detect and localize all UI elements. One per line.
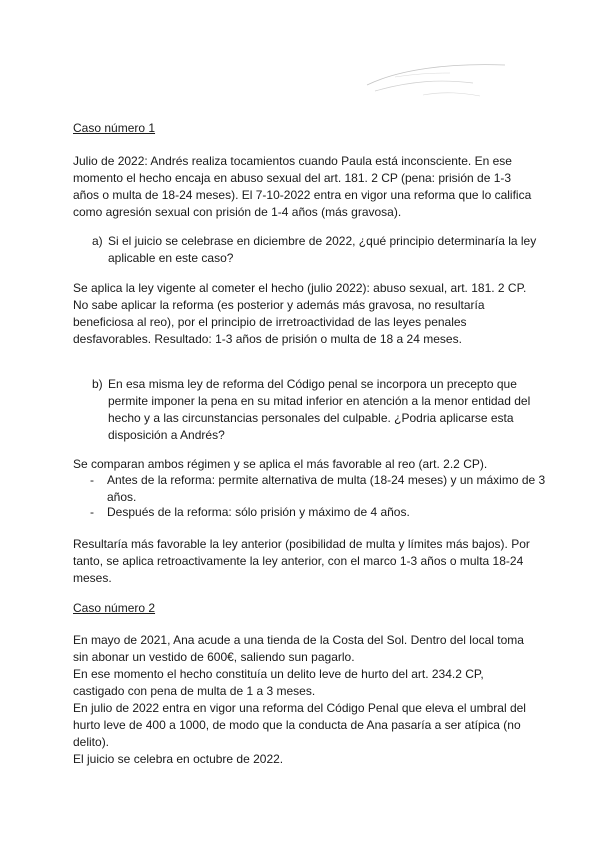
case-1-conclusion: Resultaría más favorable la ley anterior (posibilidad de multa y límites más bajos). Por tanto, se aplica retroactivamente la ley anterior, con el marco 1-3 años o multa 18-24 meses. — [73, 537, 530, 585]
pencil-scribble-mark — [355, 55, 515, 100]
bullet-after-reform — [90, 504, 547, 521]
question-b-text: En esa misma ley de reforma del Código penal se incorpora un precepto que permite imponer la pena en su mitad inferior en atención a la menor entidad del hecho y a las circunstancias personales del culpable. ¿Podria aplicarse esta disposición a Andrés? — [108, 377, 531, 442]
bullet-dash: - — [90, 473, 94, 487]
answer-b-intro: Se comparan ambos régimen y se aplica el más favorable al reo (art. 2.2 CP). — [73, 457, 488, 471]
case-2-line: En julio de 2022 entra en vigor una reforma del Código Penal que eleva el umbral del hurto leve de 400 a 1000, de modo que la conducta de Ana pasaría a ser atípica (no delito). — [73, 701, 526, 749]
case-1-heading: Caso número 1 — [73, 121, 156, 135]
bullet-before-reform — [90, 472, 547, 506]
question-a-marker: a) — [92, 234, 103, 248]
bullet-dash: - — [90, 505, 94, 519]
case-2-heading: Caso número 2 — [73, 601, 156, 615]
answer-a: Se aplica la ley vigente al cometer el hecho (julio 2022): abuso sexual, art. 181. 2 CP. No sabe aplicar la reforma (es posterior y además más gravosa, no resultaría beneficiosa al reo), por el principio de irretroactividad de las leyes penales desfavorables. Resultado: 1-3 años de prisión o multa de 18 a 24 meses. — [73, 281, 527, 346]
bullet-text: Antes de la reforma: permite alternativa de multa (18-24 meses) y un máximo de 3 años. — [107, 473, 546, 504]
question-b-marker: b) — [92, 377, 103, 391]
case-2-line: El juicio se celebra en octubre de 2022. — [73, 752, 284, 766]
case-1-intro: Julio de 2022: Andrés realiza tocamientos cuando Paula está inconsciente. En ese momento el hecho encaja en abuso sexual del art. 181. 2 CP (pena: prisión de 1-3 años o multa de 18-24 meses). El 7-10-2022 entra en vigor una reforma que lo califica como agresión sexual con prisión de 1-4 años (más gravosa). — [73, 154, 532, 219]
question-b — [92, 376, 548, 444]
bullet-text: Después de la reforma: sólo prisión y máximo de 4 años. — [107, 505, 410, 519]
question-a — [92, 233, 548, 267]
case-2-line: En mayo de 2021, Ana acude a una tienda de la Costa del Sol. Dentro del local toma sin abonar un vestido de 600€, saliendo sun pagarlo. — [73, 633, 524, 664]
question-a-text: Si el juicio se celebrase en diciembre de 2022, ¿qué principio determinaría la ley aplicable en este caso? — [108, 234, 537, 265]
case-2-line: En ese momento el hecho constituía un delito leve de hurto del art. 234.2 CP, castigado con pena de multa de 1 a 3 meses. — [73, 667, 484, 698]
case-2-body — [73, 632, 533, 768]
